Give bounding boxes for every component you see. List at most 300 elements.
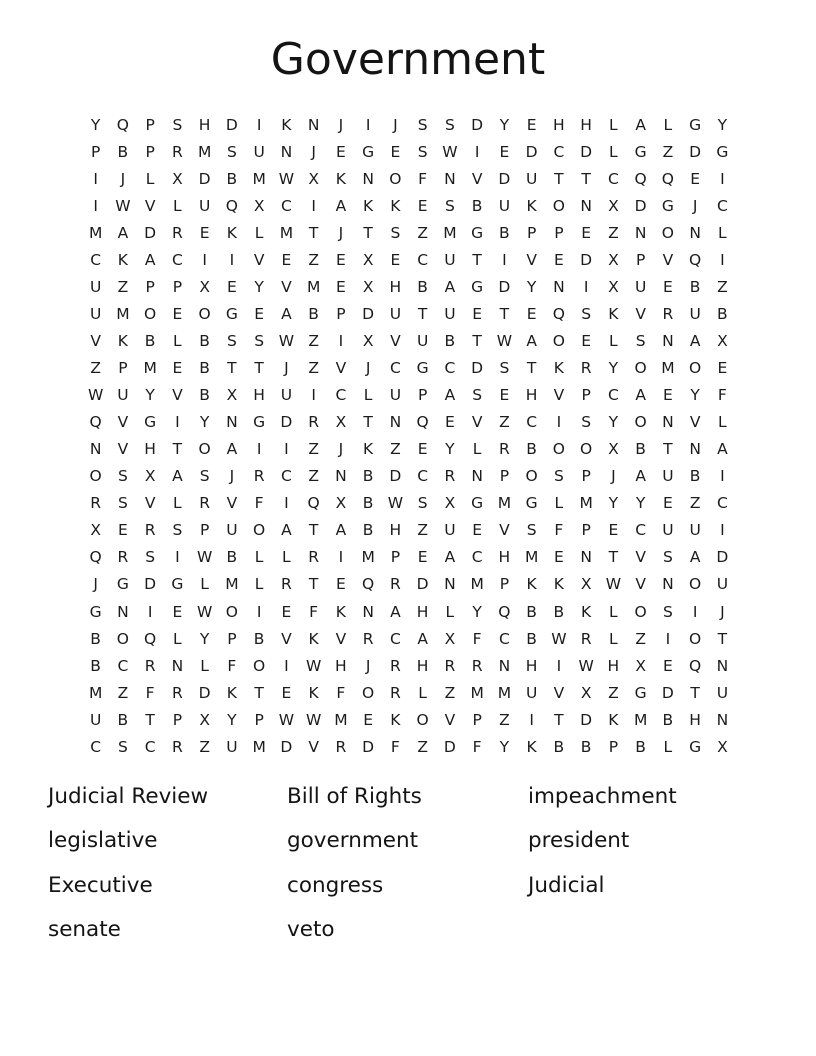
- grid-letter-r7-c17: Y: [526, 278, 537, 296]
- grid-letter-r5-c8: M: [279, 223, 294, 242]
- grid-letter-r22-c7: T: [254, 683, 264, 702]
- grid-letter-r15-c8: I: [284, 494, 289, 513]
- grid-letter-r9-c14: B: [444, 332, 456, 351]
- grid-letter-r23-c12: K: [390, 710, 401, 729]
- grid-letter-r9-c9: Z: [308, 332, 319, 351]
- grid-letter-r6-c18: E: [553, 250, 564, 269]
- grid-letter-r8-c10: P: [336, 305, 346, 324]
- grid-letter-r22-c18: V: [553, 683, 565, 702]
- grid-letter-r14-c12: D: [389, 467, 402, 486]
- grid-letter-r11-c11: L: [363, 386, 373, 405]
- grid-letter-r22-c11: O: [362, 683, 375, 702]
- grid-letter-r24-c6: U: [226, 737, 238, 756]
- grid-letter-r10-c4: E: [172, 359, 183, 378]
- word-list-column-1: [48, 774, 287, 952]
- grid-letter-r21-c21: X: [635, 656, 646, 675]
- grid-letter-r11-c5: B: [199, 386, 210, 405]
- grid-letter-r24-c10: R: [335, 737, 347, 756]
- grid-letter-r2-c8: N: [280, 142, 293, 161]
- grid-letter-r14-c22: U: [662, 467, 674, 486]
- grid-letter-r2-c12: E: [390, 142, 401, 161]
- grid-letter-r12-c18: I: [556, 413, 562, 432]
- grid-letter-r1-c8: K: [281, 115, 292, 134]
- grid-letter-r10-c19: R: [580, 359, 592, 378]
- grid-letter-r9-c7: S: [254, 332, 265, 351]
- grid-letter-r23-c16: Z: [499, 710, 510, 729]
- grid-letter-r7-c24: Z: [717, 278, 728, 296]
- grid-letter-r3-c2: J: [120, 169, 126, 188]
- grid-letter-r22-c2: Z: [117, 683, 129, 702]
- grid-letter-r3-c9: X: [308, 169, 319, 188]
- grid-letter-r19-c1: G: [89, 602, 102, 621]
- grid-letter-r7-c2: Z: [117, 278, 129, 296]
- grid-letter-r16-c12: H: [389, 521, 402, 540]
- grid-letter-r9-c20: L: [609, 332, 618, 351]
- grid-letter-r5-c1: M: [88, 223, 103, 242]
- grid-letter-r22-c13: L: [418, 683, 427, 702]
- word-list-item: president: [528, 828, 630, 854]
- grid-letter-r23-c14: V: [444, 710, 456, 729]
- grid-letter-r3-c22: Q: [661, 169, 674, 188]
- grid-letter-r11-c21: A: [635, 386, 646, 405]
- grid-letter-r6-c9: Z: [308, 250, 319, 269]
- grid-letter-r15-c7: F: [254, 494, 264, 513]
- grid-letter-r6-c2: K: [117, 250, 128, 269]
- grid-letter-r21-c9: W: [305, 656, 322, 675]
- grid-letter-r20-c7: B: [253, 629, 265, 648]
- grid-letter-r23-c21: M: [633, 710, 648, 729]
- word-list-column-2: [287, 774, 528, 952]
- grid-letter-r13-c13: E: [417, 440, 428, 459]
- grid-letter-r16-c13: Z: [417, 521, 428, 540]
- grid-letter-r13-c24: A: [717, 440, 728, 459]
- grid-letter-r8-c7: E: [254, 305, 265, 324]
- grid-letter-r3-c18: T: [554, 169, 564, 188]
- grid-letter-r14-c10: N: [335, 467, 347, 486]
- grid-letter-r17-c22: S: [662, 548, 673, 567]
- grid-letter-r12-c14: E: [444, 413, 455, 432]
- grid-letter-r16-c23: U: [689, 521, 701, 540]
- grid-letter-r13-c2: V: [117, 440, 129, 459]
- grid-letter-r16-c19: P: [581, 521, 591, 540]
- grid-letter-r15-c12: W: [387, 494, 404, 513]
- grid-letter-r11-c15: S: [472, 386, 483, 405]
- grid-letter-r12-c11: T: [363, 413, 373, 432]
- grid-letter-r18-c1: J: [93, 575, 98, 594]
- grid-letter-r24-c3: C: [144, 737, 156, 756]
- grid-letter-r24-c19: B: [580, 737, 592, 756]
- grid-letter-r12-c20: Y: [608, 413, 619, 432]
- grid-letter-r1-c11: I: [365, 115, 371, 134]
- word-list: [48, 774, 778, 952]
- grid-letter-r9-c4: L: [173, 332, 182, 351]
- grid-letter-r4-c6: Q: [225, 196, 238, 215]
- grid-letter-r20-c23: O: [689, 629, 702, 648]
- grid-letter-r13-c1: N: [89, 440, 102, 459]
- grid-letter-r19-c18: B: [553, 602, 565, 621]
- grid-letter-r11-c4: V: [172, 386, 183, 405]
- grid-letter-r8-c17: E: [526, 305, 537, 324]
- grid-letter-r13-c18: O: [552, 440, 565, 459]
- grid-letter-r4-c3: V: [144, 196, 156, 215]
- grid-letter-r20-c9: K: [308, 629, 319, 648]
- grid-letter-r1-c7: I: [256, 115, 262, 134]
- grid-letter-r6-c14: U: [444, 250, 456, 269]
- grid-letter-r5-c5: E: [199, 223, 210, 242]
- grid-letter-r14-c5: S: [199, 467, 210, 486]
- grid-letter-r20-c18: W: [551, 629, 567, 648]
- grid-letter-r24-c13: Z: [417, 737, 428, 756]
- grid-letter-r1-c20: L: [609, 115, 618, 134]
- grid-letter-r19-c5: W: [196, 602, 213, 621]
- grid-letter-r24-c15: F: [472, 737, 482, 756]
- grid-letter-r1-c9: N: [307, 115, 320, 134]
- grid-letter-r13-c15: L: [472, 440, 482, 459]
- grid-letter-r7-c7: Y: [254, 278, 264, 296]
- grid-letter-r18-c19: X: [580, 575, 592, 594]
- grid-letter-r5-c20: Z: [608, 223, 619, 242]
- grid-letter-r10-c18: K: [553, 359, 564, 378]
- grid-letter-r21-c23: Q: [689, 656, 702, 675]
- grid-letter-r18-c17: K: [526, 575, 537, 594]
- grid-letter-r3-c13: F: [418, 169, 428, 188]
- grid-letter-r15-c15: G: [471, 494, 484, 513]
- grid-letter-r15-c10: X: [335, 494, 347, 513]
- grid-letter-r21-c10: H: [335, 656, 347, 675]
- grid-letter-r19-c14: L: [445, 602, 455, 621]
- grid-letter-r5-c7: L: [254, 223, 264, 242]
- grid-letter-r7-c6: E: [226, 278, 237, 296]
- word-list-item: Judicial Review: [48, 783, 209, 809]
- grid-letter-r1-c14: S: [444, 115, 455, 134]
- grid-letter-r22-c19: X: [580, 683, 592, 702]
- grid-letter-r14-c2: S: [117, 467, 128, 486]
- grid-letter-r2-c11: G: [362, 142, 375, 161]
- word-search-grid: [82, 112, 736, 761]
- grid-letter-r19-c19: K: [581, 602, 592, 621]
- grid-letter-r3-c16: D: [498, 169, 511, 188]
- grid-letter-r2-c10: E: [335, 142, 346, 161]
- grid-letter-r9-c12: V: [390, 332, 401, 351]
- grid-letter-r17-c4: I: [175, 548, 180, 567]
- grid-letter-r3-c6: B: [226, 169, 238, 188]
- grid-letter-r14-c7: R: [253, 467, 265, 486]
- grid-letter-r17-c13: E: [417, 548, 428, 567]
- grid-letter-r24-c1: C: [90, 737, 102, 756]
- grid-letter-r8-c19: S: [581, 305, 592, 324]
- grid-letter-r18-c18: K: [553, 575, 564, 594]
- grid-letter-r17-c16: H: [498, 548, 511, 567]
- grid-letter-r20-c21: Z: [635, 629, 646, 648]
- grid-letter-r7-c15: G: [471, 278, 484, 296]
- grid-letter-r22-c6: K: [226, 683, 237, 702]
- grid-letter-r10-c16: S: [499, 359, 510, 378]
- grid-letter-r19-c3: I: [147, 602, 153, 621]
- grid-letter-r9-c11: X: [362, 332, 374, 351]
- grid-letter-r3-c4: X: [172, 169, 183, 188]
- grid-letter-r17-c23: A: [689, 548, 701, 567]
- grid-letter-r24-c18: B: [553, 737, 565, 756]
- grid-letter-r4-c12: K: [390, 196, 401, 215]
- grid-letter-r22-c1: M: [88, 683, 103, 702]
- grid-letter-r23-c2: B: [117, 710, 129, 729]
- grid-letter-r13-c16: R: [498, 440, 510, 459]
- grid-letter-r20-c8: V: [281, 629, 292, 648]
- grid-letter-r9-c2: K: [117, 332, 128, 351]
- grid-letter-r22-c9: K: [308, 683, 319, 702]
- grid-letter-r15-c23: Z: [689, 494, 701, 513]
- grid-letter-r15-c21: Y: [635, 494, 646, 513]
- grid-letter-r23-c10: M: [334, 710, 348, 729]
- grid-letter-r23-c23: H: [689, 710, 701, 729]
- grid-letter-r23-c20: K: [608, 710, 619, 729]
- grid-letter-r2-c18: C: [553, 142, 565, 161]
- grid-letter-r14-c6: J: [229, 467, 235, 486]
- grid-letter-r21-c4: N: [171, 656, 184, 675]
- grid-letter-r9-c16: W: [496, 332, 513, 351]
- grid-letter-r3-c12: O: [389, 169, 402, 188]
- grid-letter-r22-c22: D: [661, 683, 674, 702]
- grid-letter-r9-c19: E: [581, 332, 592, 351]
- grid-letter-r10-c3: M: [143, 359, 157, 378]
- word-list-item: veto: [287, 917, 335, 943]
- grid-letter-r8-c2: M: [116, 305, 130, 324]
- grid-letter-r1-c12: J: [393, 115, 398, 134]
- grid-letter-r22-c14: Z: [444, 683, 456, 702]
- grid-letter-r11-c19: P: [581, 386, 591, 405]
- grid-letter-r4-c1: I: [93, 196, 98, 215]
- grid-letter-r22-c10: F: [336, 683, 346, 702]
- grid-letter-r4-c18: O: [552, 196, 565, 215]
- grid-letter-r22-c23: T: [690, 683, 700, 702]
- grid-letter-r20-c2: O: [116, 629, 129, 648]
- grid-letter-r5-c11: T: [363, 223, 373, 242]
- word-list-item: congress: [287, 872, 384, 898]
- grid-letter-r13-c8: I: [284, 440, 289, 459]
- grid-letter-r6-c10: E: [335, 250, 346, 269]
- word-list-item: Judicial: [528, 872, 605, 898]
- grid-letter-r17-c5: W: [196, 548, 213, 567]
- grid-letter-r23-c22: B: [662, 710, 674, 729]
- grid-letter-r20-c5: Y: [199, 629, 210, 648]
- grid-letter-r21-c20: H: [607, 656, 620, 675]
- grid-letter-r19-c22: S: [662, 602, 673, 621]
- grid-letter-r11-c13: P: [417, 386, 428, 405]
- grid-letter-r4-c8: C: [280, 196, 292, 215]
- grid-letter-r5-c17: P: [526, 223, 537, 242]
- grid-letter-r17-c24: D: [716, 548, 729, 567]
- grid-letter-r18-c5: L: [200, 575, 209, 594]
- grid-letter-r2-c20: L: [609, 142, 618, 161]
- grid-letter-r3-c11: N: [362, 169, 374, 188]
- grid-letter-r18-c16: P: [499, 575, 510, 594]
- grid-letter-r21-c8: I: [284, 656, 289, 675]
- grid-letter-r3-c14: N: [444, 169, 456, 188]
- grid-letter-r21-c13: H: [416, 656, 429, 675]
- grid-letter-r22-c8: E: [281, 683, 292, 702]
- grid-letter-r14-c23: B: [689, 467, 701, 486]
- grid-letter-r23-c7: P: [254, 710, 264, 729]
- grid-letter-r24-c4: R: [171, 737, 183, 756]
- grid-letter-r2-c7: U: [253, 142, 265, 161]
- grid-letter-r8-c15: E: [472, 305, 483, 324]
- grid-letter-r14-c17: O: [525, 467, 538, 486]
- grid-letter-r20-c13: A: [417, 629, 428, 648]
- grid-letter-r1-c17: E: [526, 115, 537, 134]
- grid-letter-r10-c5: B: [199, 359, 210, 378]
- grid-letter-r21-c1: B: [90, 656, 101, 675]
- grid-letter-r24-c21: B: [635, 737, 646, 756]
- grid-letter-r9-c24: X: [717, 332, 728, 351]
- grid-letter-r15-c17: G: [525, 494, 538, 513]
- grid-letter-r12-c23: V: [689, 413, 701, 432]
- grid-letter-r17-c3: S: [145, 548, 156, 567]
- grid-letter-r16-c5: P: [199, 521, 210, 540]
- grid-letter-r9-c15: T: [472, 332, 482, 351]
- grid-letter-r9-c8: W: [278, 332, 295, 351]
- grid-letter-r6-c22: V: [662, 250, 674, 269]
- grid-letter-r5-c4: R: [171, 223, 183, 242]
- grid-letter-r11-c9: I: [311, 386, 316, 405]
- grid-letter-r5-c10: J: [338, 223, 344, 242]
- grid-letter-r16-c6: U: [226, 521, 238, 540]
- grid-letter-r20-c19: R: [580, 629, 592, 648]
- grid-letter-r3-c7: M: [252, 169, 266, 188]
- grid-letter-r6-c8: E: [281, 250, 292, 269]
- grid-letter-r4-c10: A: [335, 196, 347, 215]
- grid-letter-r23-c8: W: [278, 710, 295, 729]
- grid-letter-r7-c3: P: [145, 278, 155, 296]
- grid-letter-r21-c19: W: [578, 656, 594, 675]
- grid-letter-r8-c3: O: [144, 305, 157, 324]
- grid-letter-r14-c19: P: [581, 467, 591, 486]
- grid-letter-r10-c1: Z: [90, 359, 101, 378]
- grid-letter-r4-c7: X: [253, 196, 265, 215]
- grid-letter-r14-c24: I: [720, 467, 725, 486]
- grid-letter-r1-c21: A: [635, 115, 646, 134]
- grid-letter-r15-c1: R: [90, 494, 102, 513]
- grid-letter-r1-c3: P: [145, 115, 155, 134]
- grid-letter-r12-c22: N: [662, 413, 674, 432]
- grid-letter-r10-c6: T: [227, 359, 237, 378]
- grid-letter-r4-c11: K: [363, 196, 374, 215]
- grid-letter-r23-c9: W: [305, 710, 322, 729]
- grid-letter-r6-c7: V: [253, 250, 265, 269]
- grid-letter-r20-c15: F: [472, 629, 482, 648]
- grid-letter-r16-c10: A: [335, 521, 347, 540]
- grid-letter-r8-c11: D: [362, 305, 375, 324]
- grid-letter-r5-c19: E: [581, 223, 592, 242]
- grid-letter-r7-c4: P: [172, 278, 183, 296]
- grid-letter-r23-c19: D: [580, 710, 593, 729]
- grid-letter-r8-c21: V: [635, 305, 646, 324]
- grid-letter-r5-c16: B: [499, 223, 510, 242]
- grid-letter-r2-c13: S: [417, 142, 428, 161]
- grid-letter-r12-c17: C: [526, 413, 538, 432]
- grid-letter-r22-c20: Z: [608, 683, 619, 702]
- grid-letter-r6-c15: T: [472, 250, 482, 269]
- grid-letter-r19-c4: E: [172, 602, 183, 621]
- grid-letter-r17-c7: L: [254, 548, 264, 567]
- grid-letter-r19-c20: L: [609, 602, 618, 621]
- grid-letter-r5-c12: S: [390, 223, 401, 242]
- grid-letter-r24-c8: D: [280, 737, 293, 756]
- grid-letter-r6-c16: I: [502, 250, 507, 269]
- grid-letter-r14-c14: R: [444, 467, 456, 486]
- grid-letter-r15-c22: E: [662, 494, 673, 513]
- grid-letter-r14-c20: J: [611, 467, 616, 486]
- grid-letter-r21-c16: N: [498, 656, 511, 675]
- grid-letter-r13-c17: B: [526, 440, 537, 459]
- grid-letter-r2-c5: M: [197, 142, 212, 161]
- grid-letter-r1-c4: S: [172, 115, 183, 134]
- grid-letter-r6-c1: C: [90, 250, 102, 269]
- grid-letter-r3-c24: I: [720, 169, 725, 188]
- grid-letter-r10-c22: M: [661, 359, 675, 378]
- grid-letter-r24-c22: L: [663, 737, 673, 756]
- grid-letter-r15-c4: L: [173, 494, 182, 513]
- grid-letter-r3-c17: U: [525, 169, 538, 188]
- grid-letter-r4-c13: E: [417, 196, 428, 215]
- grid-letter-r9-c10: I: [338, 332, 344, 351]
- grid-letter-r18-c24: U: [716, 575, 729, 594]
- grid-letter-r21-c7: O: [253, 656, 266, 675]
- grid-letter-r3-c3: L: [145, 169, 155, 188]
- grid-letter-r1-c16: Y: [499, 115, 510, 134]
- grid-letter-r10-c24: E: [717, 359, 728, 378]
- grid-letter-r8-c5: O: [198, 305, 211, 324]
- grid-letter-r17-c20: T: [608, 548, 619, 567]
- grid-letter-r5-c23: N: [689, 223, 701, 242]
- grid-letter-r21-c22: E: [662, 656, 673, 675]
- grid-letter-r10-c15: D: [471, 359, 484, 378]
- grid-letter-r2-c22: Z: [662, 142, 674, 161]
- grid-letter-r10-c21: O: [634, 359, 647, 378]
- grid-letter-r8-c24: B: [717, 305, 728, 324]
- grid-letter-r12-c2: V: [117, 413, 129, 432]
- grid-letter-r7-c19: I: [583, 278, 589, 296]
- grid-letter-r2-c2: B: [117, 142, 129, 161]
- grid-letter-r13-c21: B: [635, 440, 646, 459]
- grid-letter-r18-c22: N: [662, 575, 674, 594]
- grid-letter-r16-c8: A: [281, 521, 292, 540]
- grid-letter-r18-c4: G: [171, 575, 184, 594]
- word-list-item: government: [287, 828, 419, 854]
- grid-letter-r2-c23: D: [689, 142, 702, 161]
- grid-letter-r24-c12: F: [390, 737, 400, 756]
- grid-letter-r15-c5: R: [199, 494, 211, 513]
- grid-letter-r6-c21: P: [635, 250, 646, 269]
- grid-letter-r6-c20: X: [608, 250, 619, 269]
- grid-letter-r4-c5: U: [198, 196, 211, 215]
- grid-letter-r20-c3: Q: [144, 629, 157, 648]
- grid-letter-r8-c13: T: [417, 305, 428, 324]
- grid-letter-r1-c23: G: [689, 115, 702, 134]
- grid-letter-r10-c14: C: [444, 359, 456, 378]
- grid-letter-r2-c1: P: [90, 142, 101, 161]
- grid-letter-r1-c19: H: [580, 115, 592, 134]
- grid-letter-r8-c4: E: [172, 305, 183, 324]
- grid-letter-r16-c9: T: [308, 521, 319, 540]
- grid-letter-r6-c4: C: [171, 250, 183, 269]
- grid-letter-r14-c3: X: [144, 467, 156, 486]
- grid-letter-r16-c16: V: [499, 521, 510, 540]
- grid-letter-r12-c13: Q: [416, 413, 429, 432]
- grid-letter-r20-c6: P: [227, 629, 237, 648]
- grid-letter-r7-c20: X: [608, 278, 619, 296]
- grid-letter-r19-c12: A: [390, 602, 401, 621]
- grid-letter-r17-c1: Q: [89, 548, 102, 567]
